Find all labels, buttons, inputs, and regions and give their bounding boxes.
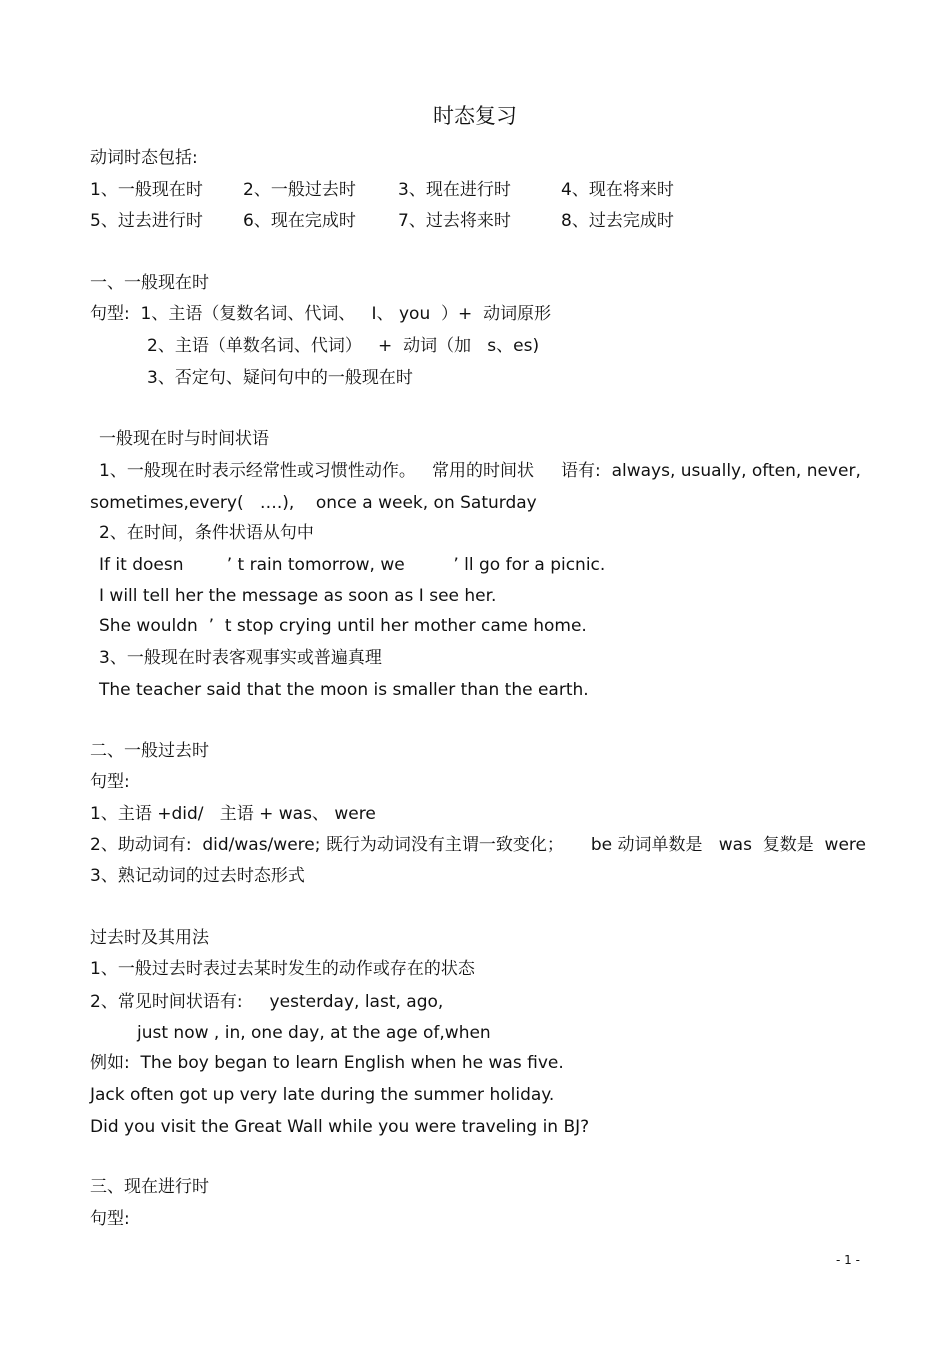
tense-item: 5、过去进行时 — [90, 211, 203, 231]
usage-text: 1、一般现在时表示经常性或习惯性动作。 常用的时间状 语有: always, usually, often, never, — [99, 461, 861, 481]
example-sentence: She wouldn ’ t stop crying until her mother came home. — [99, 616, 587, 636]
page-number: - 1 - — [836, 1253, 860, 1267]
example-sentence: Did you visit the Great Wall while you were traveling in BJ? — [90, 1117, 590, 1137]
tense-item: 1、一般现在时 — [90, 180, 203, 200]
pattern-label: 句型: — [90, 772, 130, 792]
example-sentence: The teacher said that the moon is smaller than the earth. — [99, 680, 589, 700]
sentence-pattern: 2、主语（单数名词、代词） + 动词（加 s、es) — [147, 336, 540, 356]
pattern-point: 2、助动词有: did/was/were; 既行为动词没有主谓一致变化； be 动词单数是 was 复数是 were — [90, 835, 866, 855]
example-sentence: Jack often got up very late during the summer holiday. — [90, 1085, 555, 1105]
usage-text: 2、在时间，条件状语从句中 — [99, 523, 314, 543]
tense-item: 7、过去将来时 — [398, 211, 511, 231]
sentence-pattern: 3、否定句、疑问句中的一般现在时 — [147, 368, 413, 388]
example-sentence: If it doesn ’ t rain tomorrow, we ’ ll go for a picnic. — [99, 555, 606, 575]
usage-text: 2、常见时间状语有: yesterday, last, ago, — [90, 992, 444, 1012]
tense-item: 3、现在进行时 — [398, 180, 511, 200]
sub-heading: 一般现在时与时间状语 — [99, 429, 269, 449]
pattern-label: 句型: — [90, 1209, 130, 1229]
tense-item: 4、现在将来时 — [561, 180, 674, 200]
example-sentence: I will tell her the message as soon as I see her. — [99, 586, 497, 606]
intro-text: 动词时态包括: — [90, 148, 198, 168]
section-heading: 一、一般现在时 — [90, 273, 209, 293]
tense-item: 6、现在完成时 — [243, 211, 356, 231]
example-sentence: 例如: The boy began to learn English when he was five. — [90, 1053, 564, 1073]
sub-heading: 过去时及其用法 — [90, 928, 209, 948]
usage-text: just now , in, one day, at the age of,when — [137, 1023, 491, 1043]
usage-text: sometimes,every( ….), once a week, on Saturday — [90, 493, 537, 513]
tense-item: 2、一般过去时 — [243, 180, 356, 200]
pattern-point: 1、主语 +did/ 主语 + was、 were — [90, 804, 376, 824]
page-title: 时态复习 — [433, 104, 517, 128]
usage-text: 3、一般现在时表客观事实或普遍真理 — [99, 648, 382, 668]
section-heading: 三、现在进行时 — [90, 1177, 209, 1197]
section-heading: 二、一般过去时 — [90, 741, 209, 761]
usage-text: 1、一般过去时表过去某时发生的动作或存在的状态 — [90, 959, 475, 979]
pattern-point: 3、熟记动词的过去时态形式 — [90, 866, 305, 886]
tense-item: 8、过去完成时 — [561, 211, 674, 231]
sentence-pattern: 句型: 1、主语（复数名词、代词、 I、 you ）+ 动词原形 — [90, 304, 552, 324]
